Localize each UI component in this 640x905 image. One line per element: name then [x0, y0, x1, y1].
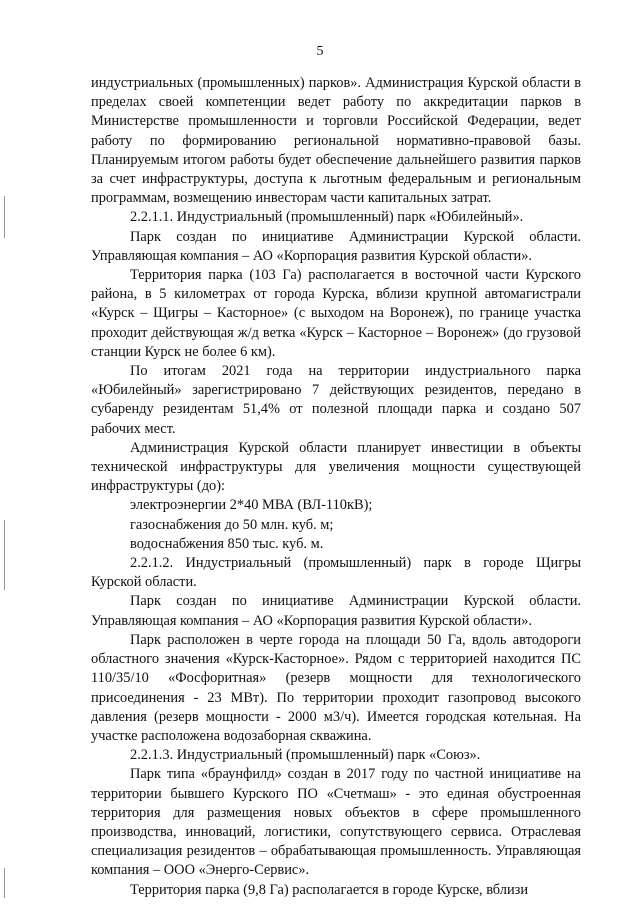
scan-edge-mark [4, 520, 5, 590]
section-heading: 2.2.1.3. Индустриальный (промышленный) парк «Союз». [130, 747, 481, 764]
paragraph: По итогам 2021 года на территории индустриального парка «Юбилейный» зарегистрировано 7 действующих резидентов, передано в субаренду резидентам 51,4% от полезной площади парка и создано 507 рабочих мест. [91, 363, 581, 437]
list-item: электроэнергии 2*40 МВА (ВЛ-110кВ); [130, 497, 373, 514]
section-heading: 2.2.1.1. Индустриальный (промышленный) парк «Юбилейный». [130, 209, 524, 226]
paragraph: Парк создан по инициативе Администрации Курской области. Управляющая компания – АО «Корпорация развития Курской области». [91, 228, 581, 264]
paragraph: индустриальных (промышленных) парков». Администрация Курской области в пределах своей компетенции ведет работу по аккредитации парков в Министерстве промышленности и торговли Российской Федерации, ведет работу по формированию региональной нормативно-правовой базы. Планируемым итогом работы будет обеспечение дальнейшего развития парков за счет инфраструктуры, доступа к льготным федеральным и региональным программам, возмещению инвесторам части капитальных затрат. [91, 75, 581, 207]
paragraph: Территория парка (9,8 Га) располагается в городе Курске, вблизи [130, 881, 529, 898]
page-number: 5 [316, 44, 324, 59]
scan-edge-mark [4, 868, 5, 898]
list-item: газоснабжения до 50 млн. куб. м; [130, 516, 334, 533]
paragraph: Администрация Курской области планирует инвестиции в объекты технической инфраструктуры для увеличения мощности существующей инфраструктуры (до): [91, 439, 581, 495]
paragraph: Парк создан по инициативе Администрации Курской области. Управляющая компания – АО «Корпорация развития Курской области». [91, 593, 581, 629]
paragraph: Территория парка (103 Га) располагается в восточной части Курского района, в 5 километрах от города Курска, вблизи крупной автомагистрали «Курск – Щигры – Касторное» (с выходом на Воронеж), по границе участка проходит действующая ж/д ветка «Курск – Касторное – Воронеж» (до грузовой станции Курск не более 6 км). [91, 267, 581, 360]
list-item: водоснабжения 850 тыс. куб. м. [130, 535, 324, 552]
document-body [91, 74, 581, 900]
section-heading: 2.2.1.2. Индустриальный (промышленный) парк в городе Щигры Курской области. [91, 555, 581, 591]
paragraph: Парк расположен в черте города на площади 50 Га, вдоль автодороги областного значения «Курск-Касторное». Рядом с территорией находится ПС 110/35/10 «Фосфоритная» (резерв мощности для технологического присоединения - 23 МВт). По территории проходит газопровод высокого давления (резерв мощности - 2000 м3/ч). Имеется городская котельная. На участке расположена водозаборная скважина. [91, 631, 581, 744]
scan-edge-mark [4, 196, 5, 238]
paragraph: Парк типа «браунфилд» создан в 2017 году по частной инициативе на территории бывшего Курского ПО «Счетмаш» - это единая обустроенная территория для размещения новых объектов в сфере промышленного производства, инноваций, логистики, сопутствующего сервиса. Отраслевая специализация резидентов – обрабатывающая промышленность. Управляющая компания – ООО «Энерго-Сервис». [91, 766, 581, 879]
